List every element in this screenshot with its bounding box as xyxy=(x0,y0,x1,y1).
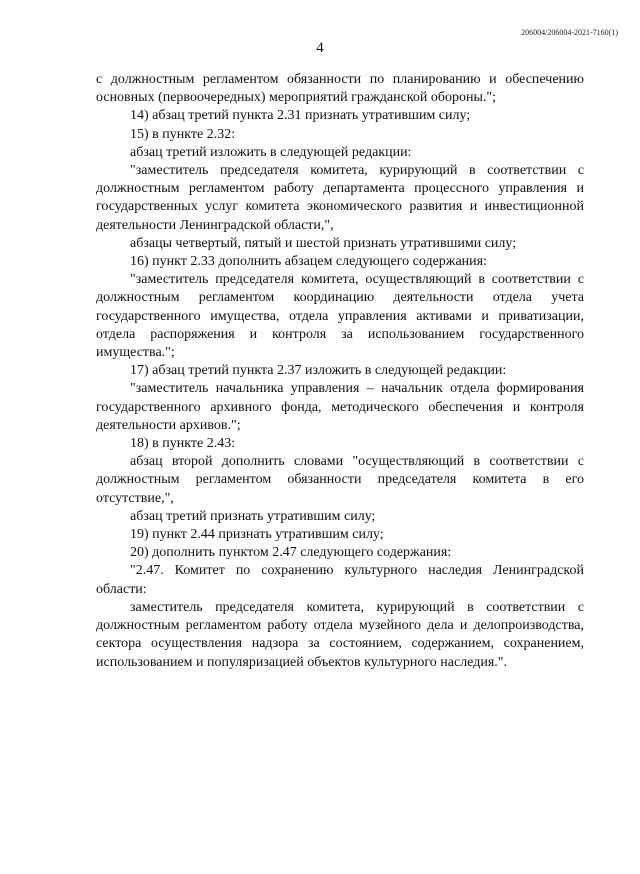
paragraph: абзац второй дополнить словами "осуществляющий в соответствии с должностным регламентом обязанности председателя комитета в его отсутствие,", xyxy=(96,454,584,506)
paragraph: 17) абзац третий пункта 2.37 изложить в следующей редакции: xyxy=(130,363,507,379)
paragraph: "2.47. Комитет по сохранению культурного наследия Ленинградской области: xyxy=(96,563,584,597)
paragraph: 18) в пункте 2.43: xyxy=(130,436,236,452)
paragraph: 15) в пункте 2.32: xyxy=(130,126,236,142)
paragraph: 14) абзац третий пункта 2.31 признать утратившим силу; xyxy=(130,108,471,124)
paragraph: 16) пункт 2.33 дополнить абзацем следующего содержания: xyxy=(130,254,487,270)
paragraph: абзац третий изложить в следующей редакции: xyxy=(130,144,412,160)
page-number: 4 xyxy=(316,40,324,56)
paragraph: заместитель председателя комитета, курирующий в соответствии с должностным регламентом работу отдела музейного дела и делопроизводства, сектора осуществления надзора за состоянием, содержанием, сохранением, использованием и популяризацией объектов культурного наследия.". xyxy=(96,599,584,670)
paragraph: 20) дополнить пунктом 2.47 следующего содержания: xyxy=(130,545,452,561)
document-id: 206004/206004-2021-7160(1) xyxy=(521,28,618,37)
paragraph: "заместитель начальника управления – начальник отдела формирования государственного архивного фонда, методического обеспечения и контроля деятельности архивов."; xyxy=(96,381,584,433)
paragraph: с должностным регламентом обязанности по планированию и обеспечению основных (первоочередных) мероприятий гражданской обороны."; xyxy=(96,72,584,106)
document-body xyxy=(96,71,584,672)
paragraph: абзацы четвертый, пятый и шестой признать утратившими силу; xyxy=(130,235,517,251)
paragraph: абзац третий признать утратившим силу; xyxy=(130,508,376,524)
paragraph: "заместитель председателя комитета, осуществляющий в соответствии с должностным регламентом координацию деятельности отдела учета государственного имущества, отдела управления активами и приватизации, отдела распоряжения и контроля за использованием государственного имущества."; xyxy=(96,272,584,361)
paragraph: "заместитель председателя комитета, курирующий в соответствии с должностным регламентом работу департамента процессного управления и государственных услуг комитета экономического развития и инвестиционной деятельности Ленинградской области,", xyxy=(96,163,584,233)
paragraph: 19) пункт 2.44 признать утратившим силу; xyxy=(130,527,384,543)
